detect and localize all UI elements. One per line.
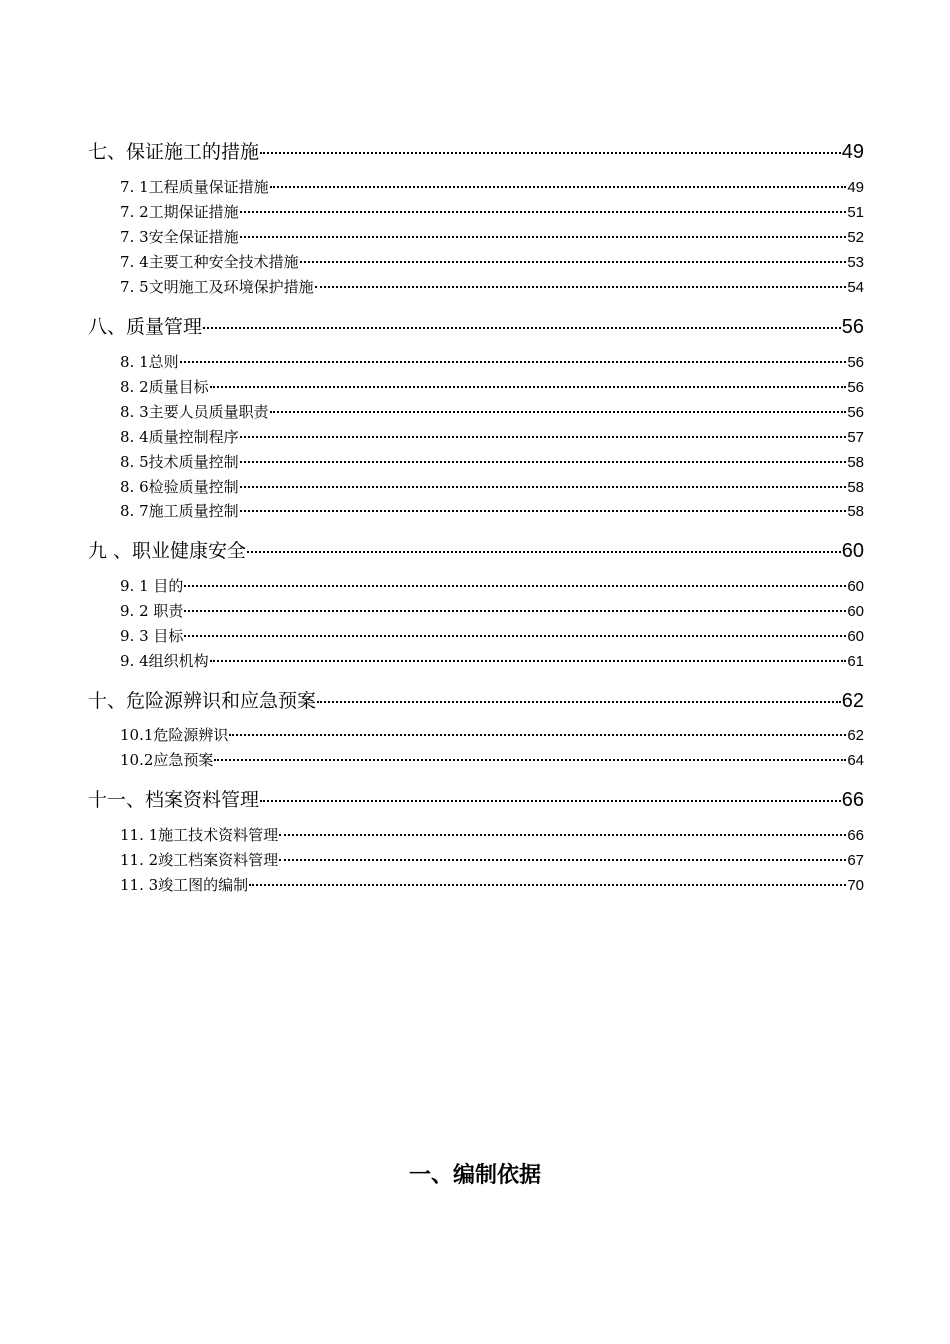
toc-entry-page-number: 49 — [841, 141, 864, 163]
dot-leader — [210, 385, 847, 388]
toc-section-entry[interactable] — [120, 426, 864, 446]
section-heading: 一、编制依据 — [408, 1163, 541, 1188]
toc-entry-page-number: 62 — [847, 727, 864, 744]
toc-entry-title: 8. 3主要人员质量职责 — [120, 403, 269, 421]
toc-entry-title: 十一、档案资料管理 — [88, 789, 260, 811]
toc-entry-title: 11. 1施工技术资料管理 — [120, 826, 279, 844]
dot-leader — [279, 858, 846, 861]
toc-entry-page-number: 56 — [841, 316, 864, 338]
toc-chapter-entry[interactable] — [88, 686, 864, 712]
toc-section-entry[interactable] — [120, 575, 864, 595]
dot-leader — [249, 883, 846, 886]
toc-section-entry[interactable] — [120, 874, 864, 894]
toc-section-entry[interactable] — [120, 600, 864, 620]
dot-leader — [279, 833, 846, 836]
toc-entry-page-number: 52 — [847, 229, 864, 246]
toc-entry-title: 10.2应急预案 — [120, 751, 214, 769]
toc-section-entry[interactable] — [120, 201, 864, 221]
toc-entry-title: 十、危险源辨识和应急预案 — [88, 690, 317, 712]
toc-section-entry[interactable] — [120, 500, 864, 520]
toc-entry-title: 8. 7施工质量控制 — [120, 502, 239, 520]
dot-leader — [240, 460, 847, 463]
toc-entry-page-number: 49 — [847, 179, 864, 196]
toc-entry-title: 九 、职业健康安全 — [88, 540, 247, 562]
dot-leader — [300, 260, 847, 263]
toc-section-entry[interactable] — [120, 376, 864, 396]
toc-entry-page-number: 58 — [847, 503, 864, 520]
dot-leader — [317, 700, 841, 703]
toc-entry-page-number: 58 — [847, 454, 864, 471]
dot-leader — [270, 185, 847, 188]
toc-entry-title: 8. 5技术质量控制 — [120, 453, 239, 471]
toc-entry-page-number: 70 — [847, 877, 864, 894]
toc-section-entry[interactable] — [120, 824, 864, 844]
dot-leader — [247, 550, 841, 553]
dot-leader — [260, 151, 841, 154]
toc-chapter-entry[interactable] — [88, 785, 864, 811]
toc-entry-page-number: 60 — [847, 578, 864, 595]
dot-leader — [270, 410, 847, 413]
toc-entry-title: 7. 4主要工种安全技术措施 — [120, 253, 299, 271]
dot-leader — [240, 210, 847, 213]
toc-section-entry[interactable] — [120, 749, 864, 769]
dot-leader — [240, 485, 847, 488]
dot-leader — [240, 435, 847, 438]
toc-section-entry[interactable] — [120, 251, 864, 271]
toc-entry-title: 7. 5文明施工及环境保护措施 — [120, 278, 314, 296]
dot-leader — [260, 799, 841, 802]
toc-section-entry[interactable] — [120, 401, 864, 421]
toc-section-entry[interactable] — [120, 451, 864, 471]
toc-entry-title: 8. 1总则 — [120, 353, 179, 371]
toc-entry-page-number: 56 — [847, 404, 864, 421]
toc-entry-page-number: 67 — [847, 852, 864, 869]
toc-entry-title: 11. 2竣工档案资料管理 — [120, 851, 279, 869]
toc-entry-page-number: 62 — [841, 690, 864, 712]
toc-entry-page-number: 58 — [847, 479, 864, 496]
toc-entry-title: 9. 3 目标 — [120, 627, 184, 645]
toc-section-entry[interactable] — [120, 226, 864, 246]
toc-entry-title: 11. 3竣工图的编制 — [120, 876, 249, 894]
toc-entry-page-number: 51 — [847, 204, 864, 221]
toc-entry-page-number: 60 — [847, 603, 864, 620]
toc-chapter-entry[interactable] — [88, 536, 864, 562]
dot-leader — [240, 509, 847, 512]
toc-section-entry[interactable] — [120, 650, 864, 670]
toc-section-entry[interactable] — [120, 176, 864, 196]
toc-entry-title: 七、保证施工的措施 — [88, 141, 260, 163]
toc-chapter-entry[interactable] — [88, 312, 864, 338]
toc-entry-page-number: 64 — [847, 752, 864, 769]
toc-section-entry[interactable] — [120, 724, 864, 744]
toc-section-entry[interactable] — [120, 476, 864, 496]
toc-entry-title: 八、质量管理 — [88, 316, 203, 338]
toc-entry-page-number: 66 — [841, 789, 864, 811]
dot-leader — [229, 733, 846, 736]
toc-entry-title: 9. 4组织机构 — [120, 652, 209, 670]
dot-leader — [210, 659, 847, 662]
dot-leader — [180, 360, 847, 363]
toc-entry-page-number: 54 — [847, 279, 864, 296]
toc-section-entry[interactable] — [120, 276, 864, 296]
toc-entry-page-number: 53 — [847, 254, 864, 271]
toc-entry-page-number: 57 — [847, 429, 864, 446]
dot-leader — [315, 285, 847, 288]
toc-entry-title: 7. 1工程质量保证措施 — [120, 178, 269, 196]
toc-entry-page-number: 60 — [841, 540, 864, 562]
toc-entry-title: 7. 3安全保证措施 — [120, 228, 239, 246]
toc-entry-page-number: 56 — [847, 379, 864, 396]
toc-entry-page-number: 60 — [847, 628, 864, 645]
toc-entry-title: 8. 6检验质量控制 — [120, 478, 239, 496]
dot-leader — [184, 634, 846, 637]
dot-leader — [184, 584, 846, 587]
toc-entry-title: 8. 2质量目标 — [120, 378, 209, 396]
toc-section-entry[interactable] — [120, 351, 864, 371]
toc-chapter-entry[interactable] — [88, 137, 864, 163]
dot-leader — [214, 758, 846, 761]
toc-entry-title: 8. 4质量控制程序 — [120, 428, 239, 446]
dot-leader — [240, 235, 847, 238]
toc-entry-page-number: 56 — [847, 354, 864, 371]
toc-entry-title: 10.1危险源辨识 — [120, 726, 229, 744]
toc-entry-page-number: 61 — [847, 653, 864, 670]
toc-entry-title: 9. 1 目的 — [120, 577, 184, 595]
toc-entry-title: 9. 2 职责 — [120, 602, 184, 620]
toc-section-entry[interactable] — [120, 849, 864, 869]
dot-leader — [203, 326, 841, 329]
dot-leader — [184, 609, 846, 612]
toc-entry-title: 7. 2工期保证措施 — [120, 203, 239, 221]
toc-section-entry[interactable] — [120, 625, 864, 645]
toc-entry-page-number: 66 — [847, 827, 864, 844]
